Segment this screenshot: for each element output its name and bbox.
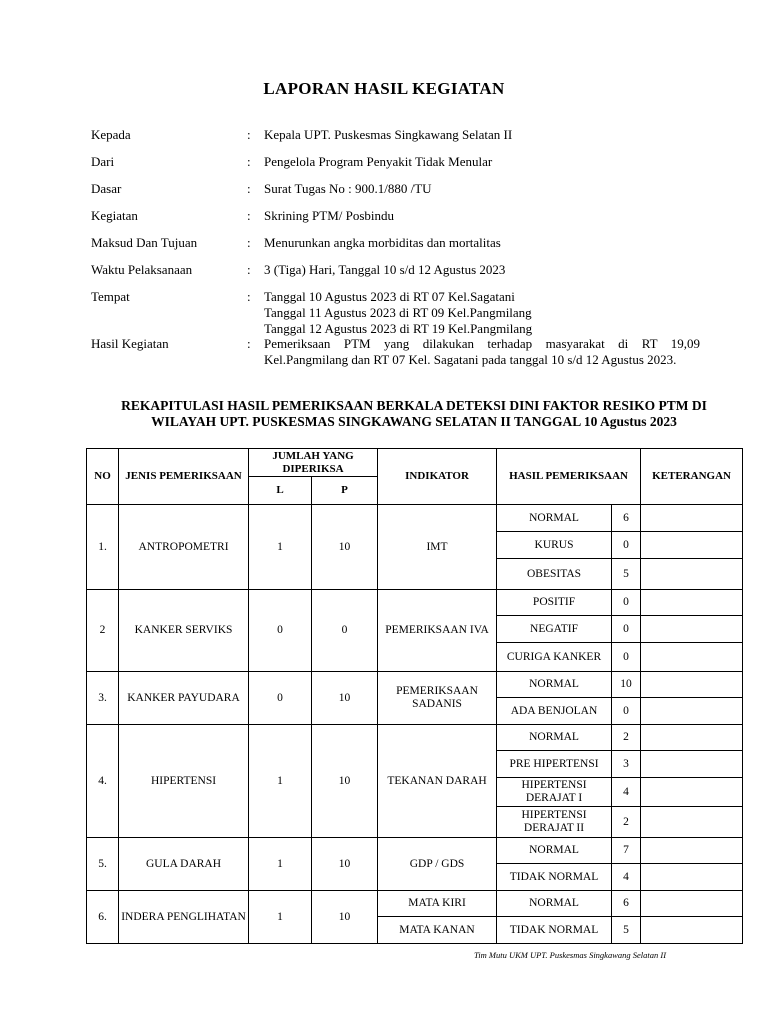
info-value-line: Tanggal 11 Agustus 2023 di RT 09 Kel.Pangmilang [264, 305, 532, 320]
result-label: NORMAL [497, 505, 612, 532]
table-row [87, 672, 743, 698]
row-p: 10 [312, 838, 378, 891]
table-row [87, 838, 743, 864]
row-no: 2 [87, 590, 119, 672]
table-body [87, 505, 743, 944]
info-colon: : [247, 262, 251, 277]
info-value [264, 127, 700, 143]
result-label: NEGATIF [497, 616, 612, 643]
result-label: PRE HIPERTENSI [497, 751, 612, 778]
row-jenis: ANTROPOMETRI [119, 505, 249, 590]
footer-note: Tim Mutu UKM UPT. Puskesmas Singkawang Selatan II [474, 950, 667, 960]
result-value: 4 [612, 864, 641, 891]
info-value-line: Menurunkan angka morbiditas dan mortalitas [264, 235, 501, 250]
row-p: 10 [312, 505, 378, 590]
keterangan-cell [641, 590, 743, 616]
result-label: HIPERTENSI DERAJAT I [497, 778, 612, 807]
result-label: ADA BENJOLAN [497, 698, 612, 725]
keterangan-cell [641, 672, 743, 698]
row-l: 1 [249, 725, 312, 838]
result-label: TIDAK NORMAL [497, 917, 612, 944]
keterangan-cell [641, 643, 743, 672]
row-p: 0 [312, 590, 378, 672]
info-colon: : [247, 208, 251, 223]
result-value: 10 [612, 672, 641, 698]
row-jenis: GULA DARAH [119, 838, 249, 891]
info-value-line: Pengelola Program Penyakit Tidak Menular [264, 154, 493, 169]
info-value [264, 235, 700, 251]
result-value: 7 [612, 838, 641, 864]
info-value [264, 262, 700, 278]
info-label: Dari [91, 154, 115, 169]
row-indikator: MATA KANAN [378, 917, 497, 944]
result-label: NORMAL [497, 725, 612, 751]
info-value-line: Tanggal 12 Agustus 2023 di RT 19 Kel.Pangmilang [264, 321, 533, 336]
header-l: L [249, 477, 312, 505]
result-label: NORMAL [497, 838, 612, 864]
row-l: 1 [249, 505, 312, 590]
result-value: 0 [612, 698, 641, 725]
result-label: NORMAL [497, 672, 612, 698]
row-jenis: INDERA PENGLIHATAN [119, 891, 249, 944]
row-p: 10 [312, 725, 378, 838]
info-value-line: Skrining PTM/ Posbindu [264, 208, 395, 223]
row-indikator: IMT [378, 505, 497, 590]
row-indikator: MATA KIRI [378, 891, 497, 917]
info-colon: : [247, 289, 251, 304]
info-value [264, 154, 700, 170]
info-colon: : [247, 127, 251, 142]
info-label: Tempat [91, 289, 130, 304]
row-jenis: HIPERTENSI [119, 725, 249, 838]
result-value: 5 [612, 559, 641, 590]
info-label: Hasil Kegiatan [91, 336, 169, 351]
result-value: 6 [612, 505, 641, 532]
row-l: 1 [249, 838, 312, 891]
keterangan-cell [641, 838, 743, 864]
result-label: HIPERTENSI DERAJAT II [497, 807, 612, 838]
info-value [264, 208, 700, 224]
result-value: 2 [612, 807, 641, 838]
header-indikator: INDIKATOR [378, 449, 497, 505]
row-no: 1. [87, 505, 119, 590]
row-no: 6. [87, 891, 119, 944]
table-row [87, 725, 743, 751]
row-indikator: PEMERIKSAAN SADANIS [378, 672, 497, 725]
info-value: Pemeriksaan PTM yang dilakukan terhadap masyarakat di RT 19,09 Kel.Pangmilang dan RT 07 Kel. Sagatani pada tanggal 10 s/d 12 Agustus 2023. [264, 336, 700, 367]
recap-title-line-2: WILAYAH UPT. PUSKESMAS SINGKAWANG SELATAN II TANGGAL 10 Agustus 2023 [151, 414, 677, 429]
row-l: 1 [249, 891, 312, 944]
info-value-line: Surat Tugas No : 900.1/880 /TU [264, 181, 432, 196]
result-label: NORMAL [497, 891, 612, 917]
keterangan-cell [641, 778, 743, 807]
row-indikator: TEKANAN DARAH [378, 725, 497, 838]
row-no: 4. [87, 725, 119, 838]
result-label: TIDAK NORMAL [497, 864, 612, 891]
keterangan-cell [641, 891, 743, 917]
info-colon: : [247, 336, 251, 351]
keterangan-cell [641, 559, 743, 590]
header-jumlah: JUMLAH YANG DIPERIKSA [249, 449, 378, 477]
keterangan-cell [641, 751, 743, 778]
result-value: 0 [612, 532, 641, 559]
info-label: Waktu Pelaksanaan [91, 262, 193, 277]
info-value [264, 289, 700, 337]
keterangan-cell [641, 864, 743, 891]
recap-title [86, 398, 742, 430]
info-label: Kepada [91, 127, 131, 142]
row-p: 10 [312, 672, 378, 725]
result-label: CURIGA KANKER [497, 643, 612, 672]
info-label: Kegiatan [91, 208, 138, 223]
result-value: 5 [612, 917, 641, 944]
keterangan-cell [641, 532, 743, 559]
row-jenis: KANKER PAYUDARA [119, 672, 249, 725]
result-value: 0 [612, 590, 641, 616]
header-p: P [312, 477, 378, 505]
row-indikator: PEMERIKSAAN IVA [378, 590, 497, 672]
header-jenis: JENIS PEMERIKSAAN [119, 449, 249, 505]
info-colon: : [247, 181, 251, 196]
keterangan-cell [641, 616, 743, 643]
row-indikator: GDP / GDS [378, 838, 497, 891]
info-colon: : [247, 235, 251, 250]
info-label: Dasar [91, 181, 122, 196]
result-label: OBESITAS [497, 559, 612, 590]
info-value-line: Tanggal 10 Agustus 2023 di RT 07 Kel.Sagatani [264, 289, 515, 304]
result-value: 3 [612, 751, 641, 778]
header-keterangan: KETERANGAN [641, 449, 743, 505]
result-label: POSITIF [497, 590, 612, 616]
row-l: 0 [249, 590, 312, 672]
info-value-line: Kepala UPT. Puskesmas Singkawang Selatan II [264, 127, 513, 142]
recap-table [86, 448, 743, 944]
row-no: 3. [87, 672, 119, 725]
row-p: 10 [312, 891, 378, 944]
result-label: KURUS [497, 532, 612, 559]
header-hasil: HASIL PEMERIKSAAN [497, 449, 641, 505]
row-l: 0 [249, 672, 312, 725]
recap-title-line-1: REKAPITULASI HASIL PEMERIKSAAN BERKALA DETEKSI DINI FAKTOR RESIKO PTM DI [121, 398, 707, 413]
result-value: 0 [612, 643, 641, 672]
result-value: 6 [612, 891, 641, 917]
header-no: NO [87, 449, 119, 505]
keterangan-cell [641, 725, 743, 751]
table-row [87, 891, 743, 917]
keterangan-cell [641, 807, 743, 838]
row-jenis: KANKER SERVIKS [119, 590, 249, 672]
info-colon: : [247, 154, 251, 169]
table-row [87, 505, 743, 532]
info-value [264, 181, 700, 197]
report-title: LAPORAN HASIL KEGIATAN [263, 79, 505, 98]
info-value-line: 3 (Tiga) Hari, Tanggal 10 s/d 12 Agustus 2023 [264, 262, 506, 277]
keterangan-cell [641, 698, 743, 725]
result-value: 0 [612, 616, 641, 643]
table-row [87, 590, 743, 616]
info-label: Maksud Dan Tujuan [91, 235, 198, 250]
keterangan-cell [641, 505, 743, 532]
keterangan-cell [641, 917, 743, 944]
result-value: 2 [612, 725, 641, 751]
result-value: 4 [612, 778, 641, 807]
row-no: 5. [87, 838, 119, 891]
